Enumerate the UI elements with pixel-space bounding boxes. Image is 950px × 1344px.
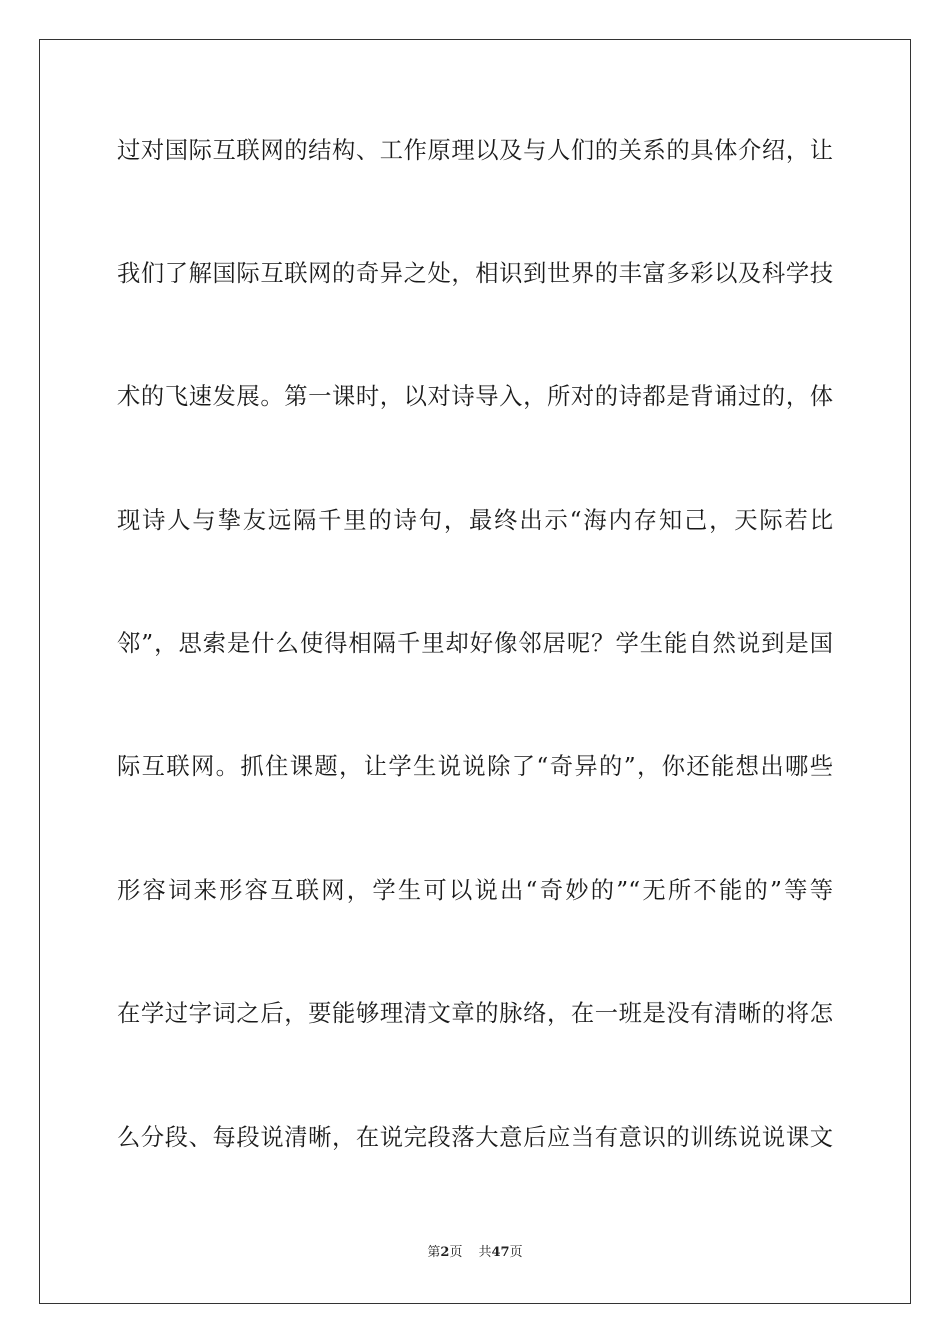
- text-line: 在学过字词之后，要能够理清文章的脉络，在一班是没有清晰的将怎: [117, 1000, 833, 1027]
- page-prefix: 第: [427, 1245, 441, 1260]
- page-suffix: 页: [449, 1245, 463, 1260]
- text-line: 现诗人与挚友远隔千里的诗句，最终出示“海内存知己，天际若比: [117, 507, 833, 534]
- total-suffix: 页: [509, 1245, 523, 1260]
- text-line: 么分段、每段说清晰，在说完段落大意后应当有意识的训练说说课文: [117, 1124, 833, 1151]
- page-border: [39, 39, 911, 1304]
- page-footer: [0, 1244, 950, 1262]
- total-prefix: 共: [478, 1245, 492, 1260]
- text-line: 邻”，思索是什么使得相隔千里却好像邻居呢？学生能自然说到是国: [117, 630, 833, 657]
- text-line: 术的飞速发展。第一课时，以对诗导入，所对的诗都是背诵过的，体: [117, 383, 833, 410]
- text-line: 过对国际互联网的结构、工作原理以及与人们的关系的具体介绍，让: [117, 137, 833, 164]
- text-line: 我们了解国际互联网的奇异之处，相识到世界的丰富多彩以及科学技: [117, 260, 833, 287]
- text-line: 际互联网。抓住课题，让学生说说除了“奇异的”，你还能想出哪些: [117, 753, 833, 780]
- total-pages: 47: [491, 1245, 510, 1260]
- page-number: 2: [440, 1245, 450, 1260]
- text-line: 形容词来形容互联网，学生可以说出“奇妙的”“无所不能的”等等: [117, 877, 833, 904]
